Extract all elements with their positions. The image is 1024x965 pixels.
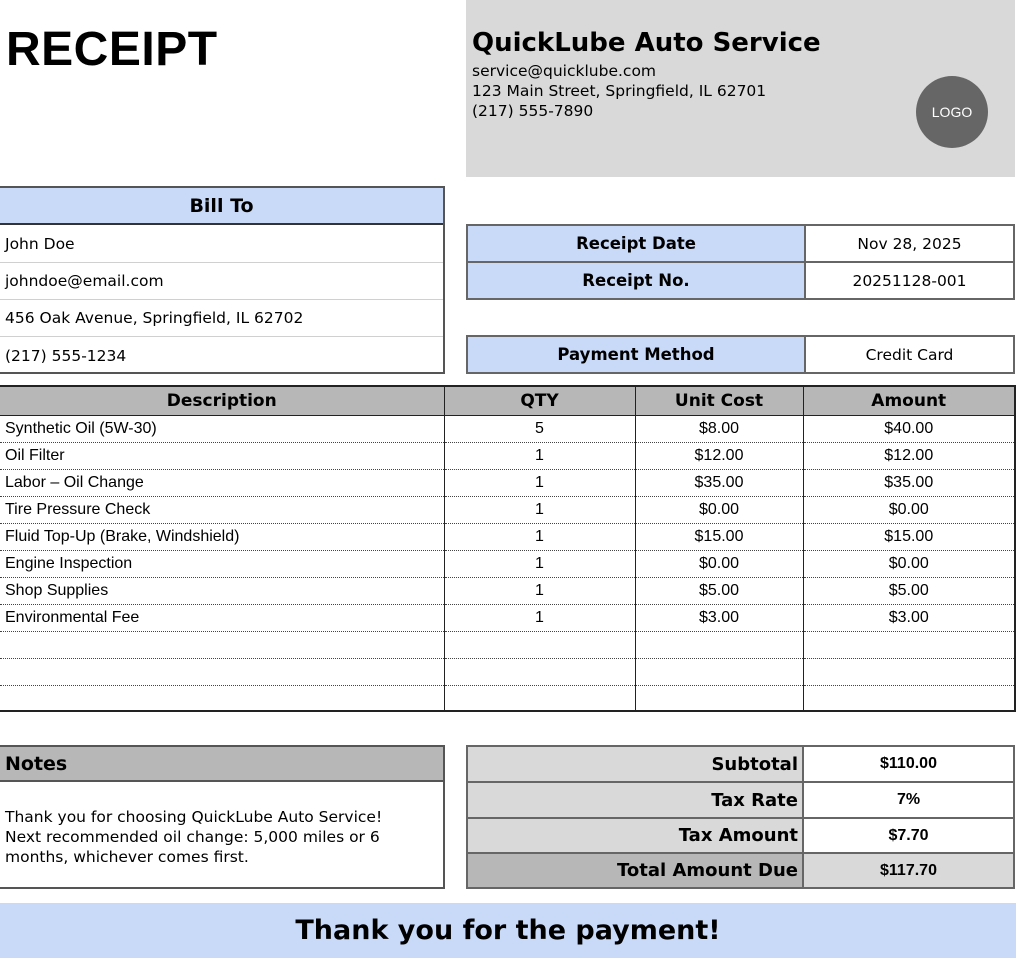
item-unit-cost: $5.00 (635, 578, 803, 605)
payment-method-value: Credit Card (865, 345, 954, 364)
table-row (0, 551, 1014, 578)
item-amount (803, 632, 1014, 659)
receipt-date-label: Receipt Date (468, 226, 806, 261)
item-amount: $5.00 (803, 578, 1014, 605)
item-qty: 1 (444, 443, 635, 470)
table-row (0, 470, 1014, 497)
table-row (0, 578, 1014, 605)
total-due-row (468, 854, 1013, 887)
receipt-date-value: Nov 28, 2025 (857, 234, 962, 253)
total-due-label: Total Amount Due (468, 854, 804, 887)
company-address: 123 Main Street, Springfield, IL 62701 (472, 82, 767, 100)
table-row (0, 416, 1014, 443)
receipt-date-row (466, 224, 1015, 263)
item-amount (803, 659, 1014, 686)
item-amount: $40.00 (803, 416, 1014, 443)
item-amount: $0.00 (803, 551, 1014, 578)
tax-rate-row (468, 783, 1013, 819)
item-description: Engine Inspection (0, 551, 444, 578)
item-qty: 1 (444, 551, 635, 578)
bill-to-section (0, 186, 445, 374)
item-qty: 1 (444, 470, 635, 497)
item-unit-cost (635, 686, 803, 713)
company-header (466, 0, 1015, 177)
item-unit-cost: $12.00 (635, 443, 803, 470)
item-description (0, 686, 444, 713)
table-row (0, 632, 1014, 659)
item-amount: $0.00 (803, 497, 1014, 524)
item-amount (803, 686, 1014, 713)
receipt-number-value: 20251128-001 (852, 271, 967, 290)
item-description: Tire Pressure Check (0, 497, 444, 524)
item-qty: 1 (444, 578, 635, 605)
payment-method-row (466, 335, 1015, 374)
item-description (0, 659, 444, 686)
item-amount: $35.00 (803, 470, 1014, 497)
item-qty (444, 659, 635, 686)
subtotal-row (468, 747, 1013, 783)
subtotal-value: $110.00 (880, 755, 937, 772)
column-header-qty: QTY (444, 387, 635, 416)
tax-amount-row (468, 819, 1013, 854)
company-email: service@quicklube.com (472, 62, 657, 80)
item-qty: 1 (444, 497, 635, 524)
item-qty: 5 (444, 416, 635, 443)
notes-section (0, 745, 445, 889)
item-description (0, 632, 444, 659)
notes-header: Notes (0, 747, 443, 782)
bill-to-address: 456 Oak Avenue, Springfield, IL 62702 (0, 300, 443, 337)
column-header-description: Description (0, 387, 444, 416)
item-unit-cost: $3.00 (635, 605, 803, 632)
column-header-unit-cost: Unit Cost (635, 387, 803, 416)
company-phone: (217) 555-7890 (472, 102, 594, 120)
tax-amount-value: $7.70 (888, 826, 929, 844)
item-unit-cost: $0.00 (635, 551, 803, 578)
notes-text (5, 807, 435, 867)
item-amount: $12.00 (803, 443, 1014, 470)
item-description: Labor – Oil Change (0, 470, 444, 497)
thank-you-banner: Thank you for the payment! (0, 903, 1016, 958)
notes-line: Next recommended oil change: 5,000 miles or 6 (5, 828, 380, 846)
total-due-value: $117.70 (804, 854, 1013, 887)
item-qty: 1 (444, 524, 635, 551)
payment-method-label: Payment Method (468, 337, 806, 372)
item-qty: 1 (444, 605, 635, 632)
notes-line: months, whichever comes first. (5, 848, 249, 866)
table-row (0, 497, 1014, 524)
item-unit-cost: $15.00 (635, 524, 803, 551)
item-amount: $3.00 (803, 605, 1014, 632)
receipt-number-row (466, 261, 1015, 300)
item-unit-cost: $8.00 (635, 416, 803, 443)
table-row (0, 524, 1014, 551)
tax-amount-label: Tax Amount (468, 819, 804, 852)
notes-line: Thank you for choosing QuickLube Auto Service! (5, 808, 383, 826)
bill-to-email: johndoe@email.com (0, 263, 443, 300)
item-description: Oil Filter (0, 443, 444, 470)
item-qty (444, 632, 635, 659)
table-row (0, 443, 1014, 470)
item-unit-cost: $35.00 (635, 470, 803, 497)
item-amount: $15.00 (803, 524, 1014, 551)
item-description: Fluid Top-Up (Brake, Windshield) (0, 524, 444, 551)
item-description: Shop Supplies (0, 578, 444, 605)
bill-to-header: Bill To (0, 188, 443, 225)
item-qty (444, 686, 635, 713)
receipt-number-label: Receipt No. (468, 263, 806, 298)
table-header-row (0, 387, 1014, 416)
bill-to-name: John Doe (0, 226, 443, 263)
items-table (0, 385, 1016, 712)
item-unit-cost: $0.00 (635, 497, 803, 524)
company-name: QuickLube Auto Service (472, 28, 821, 58)
totals-section (466, 745, 1015, 889)
bill-to-phone: (217) 555-1234 (5, 346, 127, 365)
item-description: Synthetic Oil (5W-30) (0, 416, 444, 443)
page-title: RECEIPT (6, 23, 218, 76)
table-row (0, 605, 1014, 632)
item-unit-cost (635, 632, 803, 659)
subtotal-label: Subtotal (468, 747, 804, 781)
item-description: Environmental Fee (0, 605, 444, 632)
logo-placeholder: LOGO (916, 76, 988, 148)
tax-rate-label: Tax Rate (468, 783, 804, 817)
column-header-amount: Amount (803, 387, 1014, 416)
tax-rate-value: 7% (896, 791, 921, 808)
table-row (0, 686, 1014, 713)
table-row (0, 659, 1014, 686)
item-unit-cost (635, 659, 803, 686)
